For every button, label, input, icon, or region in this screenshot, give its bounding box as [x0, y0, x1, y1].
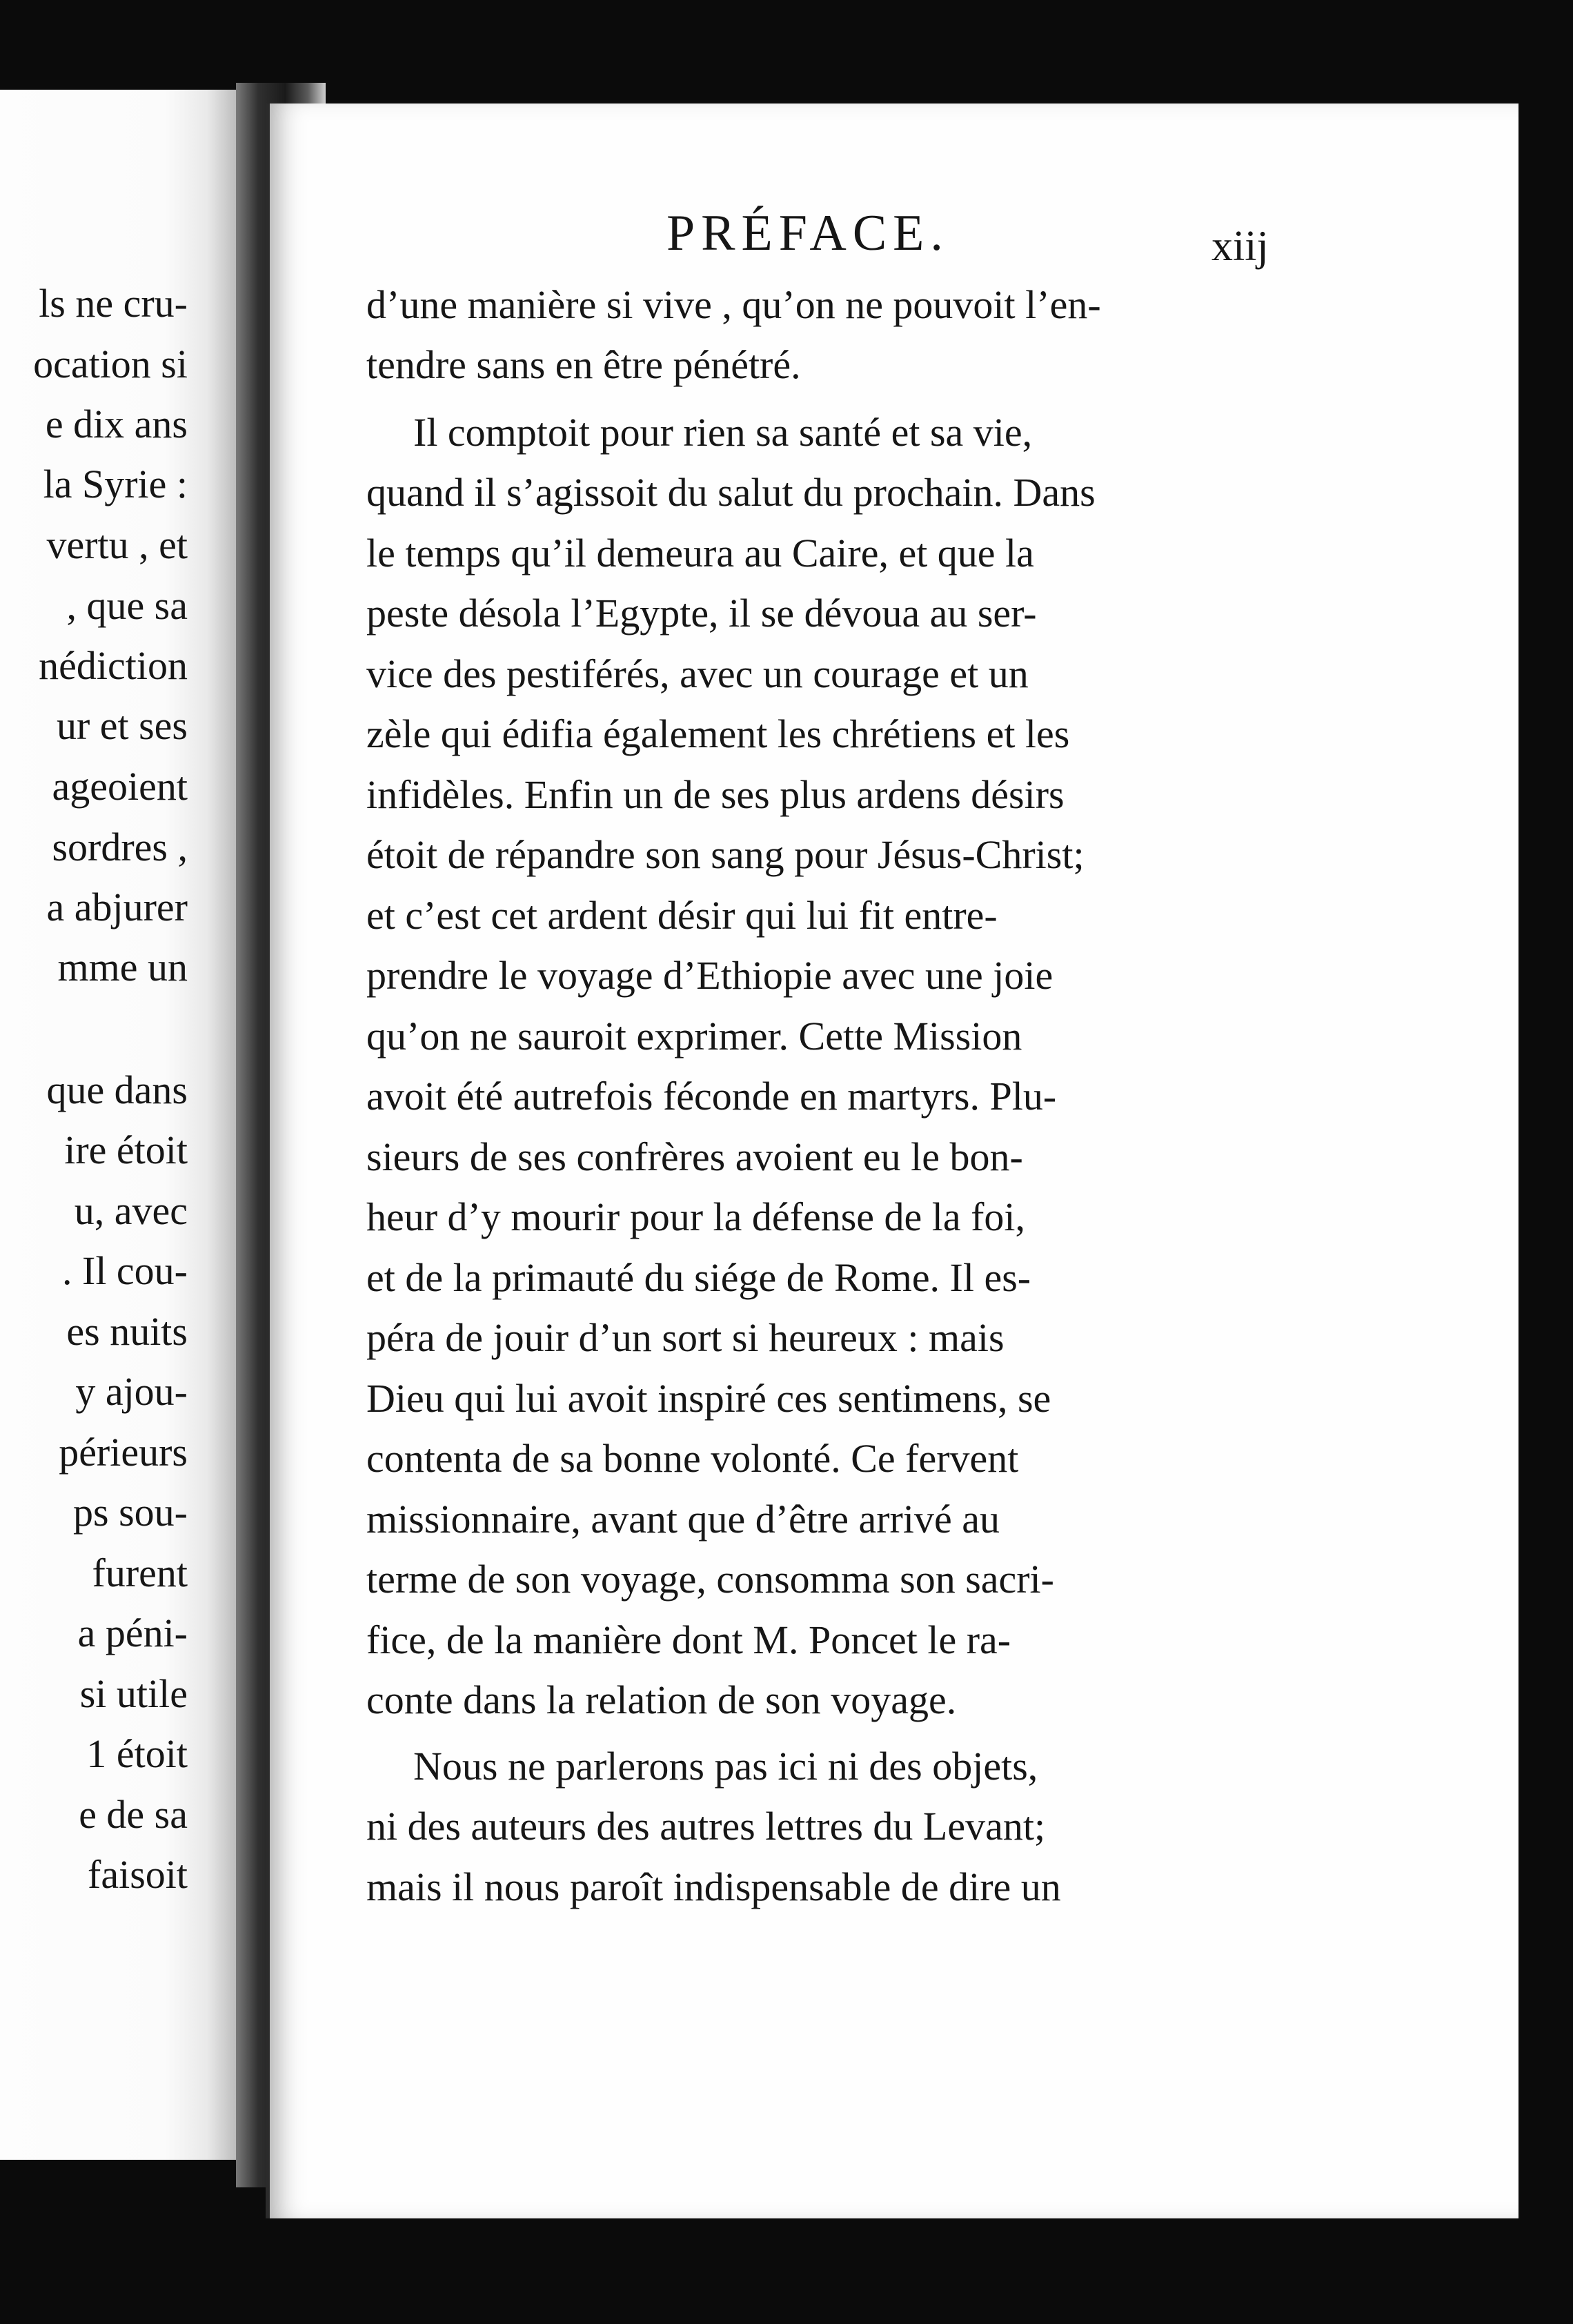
text-line: Nous ne parlerons pas ici ni des objets,: [413, 1744, 1038, 1789]
left-line: , que sa: [66, 583, 188, 628]
left-line: ps sou-: [73, 1490, 188, 1535]
text-line: conte dans la relation de son voyage.: [366, 1677, 957, 1722]
text-line: heur d’y mourir pour la défense de la foi,: [366, 1194, 1026, 1239]
left-line: e dix ans: [45, 402, 188, 446]
left-line: que dans: [46, 1067, 188, 1112]
text-line: contenta de sa bonne volonté. Ce fervent: [366, 1436, 1019, 1481]
text-line: prendre le voyage d’Ethiopie avec une joie: [366, 953, 1053, 998]
left-line: la Syrie :: [43, 462, 188, 506]
text-line: mais il nous paroît indispensable de dire un: [366, 1864, 1061, 1909]
left-line: ageoient: [52, 764, 188, 809]
left-line: u, avec: [74, 1188, 188, 1233]
right-page: [266, 104, 1518, 2218]
left-page: [0, 90, 236, 2160]
left-line: a péni-: [77, 1611, 188, 1655]
text-line: péra de jouir d’un sort si heureux : mais: [366, 1315, 1005, 1360]
left-line: si utile: [79, 1671, 188, 1716]
text-line: tendre sans en être pénétré.: [366, 342, 801, 387]
text-line: infidèles. Enfin un de ses plus ardens désirs: [366, 772, 1065, 817]
page-number: xiij: [1211, 223, 1269, 270]
text-line: Il comptoit pour rien sa santé et sa vie,: [413, 410, 1033, 455]
text-line: Dieu qui lui avoit inspiré ces sentimens, se: [366, 1376, 1051, 1421]
left-line: sordres ,: [52, 825, 188, 869]
left-line: ur et ses: [56, 703, 188, 748]
text-line: vice des pestiférés, avec un courage et un: [366, 651, 1029, 696]
text-line: fice, de la manière dont M. Poncet le ra-: [366, 1617, 1011, 1662]
left-line: ls ne cru-: [39, 281, 188, 326]
text-line: étoit de répandre son sang pour Jésus-Christ;: [366, 832, 1085, 877]
left-line: a abjurer: [46, 885, 188, 929]
text-line: sieurs de ses confrères avoient eu le bon-: [366, 1134, 1023, 1179]
left-line: y ajou-: [75, 1369, 188, 1414]
left-line: es nuits: [66, 1309, 188, 1354]
left-line: ocation si: [33, 342, 188, 386]
text-line: zèle qui édifia également les chrétiens et les: [366, 711, 1070, 756]
left-line: 1 étoit: [86, 1731, 188, 1776]
text-line: d’une manière si vive , qu’on ne pouvoit l’en-: [366, 282, 1101, 327]
left-line: furent: [92, 1550, 188, 1595]
text-line: ni des auteurs des autres lettres du Levant;: [366, 1804, 1046, 1849]
text-line: et de la primauté du siége de Rome. Il es-: [366, 1255, 1031, 1300]
text-line: et c’est cet ardent désir qui lui fit entre-: [366, 893, 998, 938]
left-line: faisoit: [88, 1852, 188, 1897]
text-line: avoit été autrefois féconde en martyrs. Plu-: [366, 1074, 1057, 1119]
text-line: missionnaire, avant que d’être arrivé au: [366, 1497, 1000, 1542]
left-line: ire étoit: [64, 1127, 188, 1172]
text-line: qu’on ne sauroit exprimer. Cette Mission: [366, 1014, 1022, 1058]
left-line: . Il cou-: [62, 1248, 188, 1293]
text-line: peste désola l’Egypte, il se dévoua au ser-: [366, 591, 1037, 636]
text-line: le temps qu’il demeura au Caire, et que la: [366, 531, 1034, 575]
left-line: e de sa: [79, 1792, 188, 1837]
left-line: vertu , et: [46, 522, 188, 567]
running-title: PRÉFACE.: [666, 205, 949, 262]
text-line: terme de son voyage, consomma son sacri-: [366, 1557, 1054, 1602]
left-line: périeurs: [59, 1430, 188, 1475]
left-line: nédiction: [39, 643, 188, 688]
text-line: quand il s’agissoit du salut du prochain. Dans: [366, 470, 1096, 515]
left-line: mme un: [57, 945, 188, 989]
